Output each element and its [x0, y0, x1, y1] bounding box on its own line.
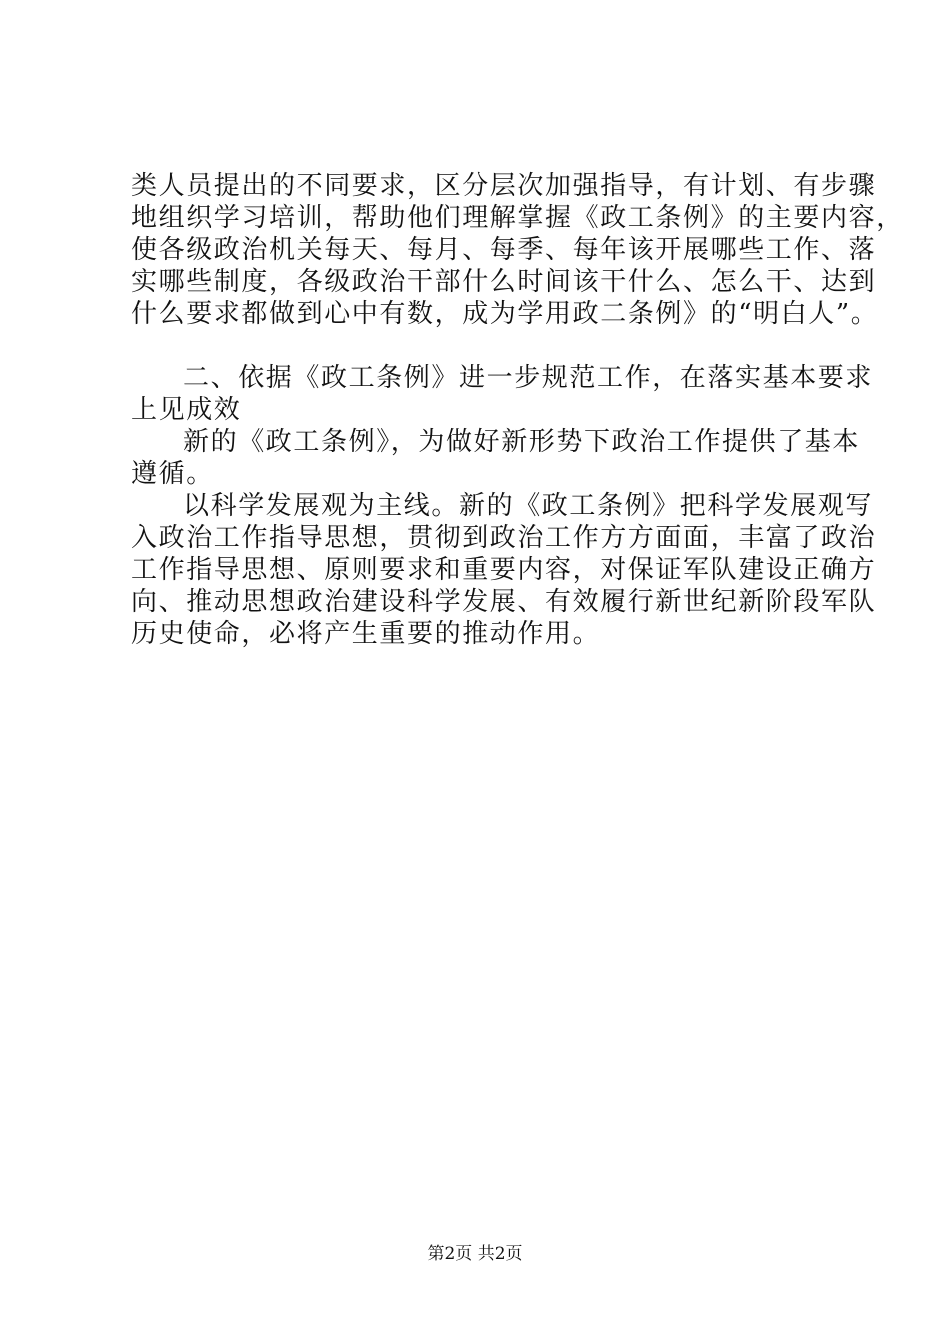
text-line: 地组织学习培训，帮助他们理解掌握《政工条例》的主要内容，: [131, 203, 904, 233]
paragraph: [131, 490, 877, 650]
text-line: 实哪些制度，各级政治干部什么时间该干什么、怎么干、达到: [131, 267, 877, 297]
document-body: [131, 170, 904, 650]
text-line: 什么要求都做到心中有数，成为学用政二条例》的“明白人”。: [131, 299, 879, 329]
paragraph-continued: [131, 170, 904, 330]
text-line: 入政治工作指导思想，贯彻到政治工作方方面面，丰富了政治: [131, 523, 877, 553]
text-line: 类人员提出的不同要求，区分层次加强指导，有计划、有步骤: [131, 171, 877, 201]
text-line: 以科学发展观为主线。新的《政工条例》把科学发展观写: [183, 491, 874, 521]
heading-line: 上见成效: [131, 395, 242, 425]
page-number-footer: 第2页 共2页: [427, 1244, 523, 1264]
heading-line: 二、依据《政工条例》进一步规范工作，在落实基本要求: [183, 363, 874, 393]
paragraph-gap: [131, 330, 831, 362]
text-line: 历史使命，必将产生重要的推动作用。: [131, 619, 601, 649]
text-line: 新的《政工条例》，为做好新形势下政治工作提供了基本: [183, 427, 861, 457]
text-line: 向、推动思想政治建设科学发展、有效履行新世纪新阶段军队: [131, 587, 877, 617]
text-line: 遵循。: [131, 459, 214, 489]
text-line: 使各级政治机关每天、每月、每季、每年该开展哪些工作、落: [131, 235, 877, 265]
paragraph: [131, 426, 861, 490]
text-line: 工作指导思想、原则要求和重要内容，对保证军队建设正确方: [131, 555, 877, 585]
section-heading: [131, 362, 874, 426]
